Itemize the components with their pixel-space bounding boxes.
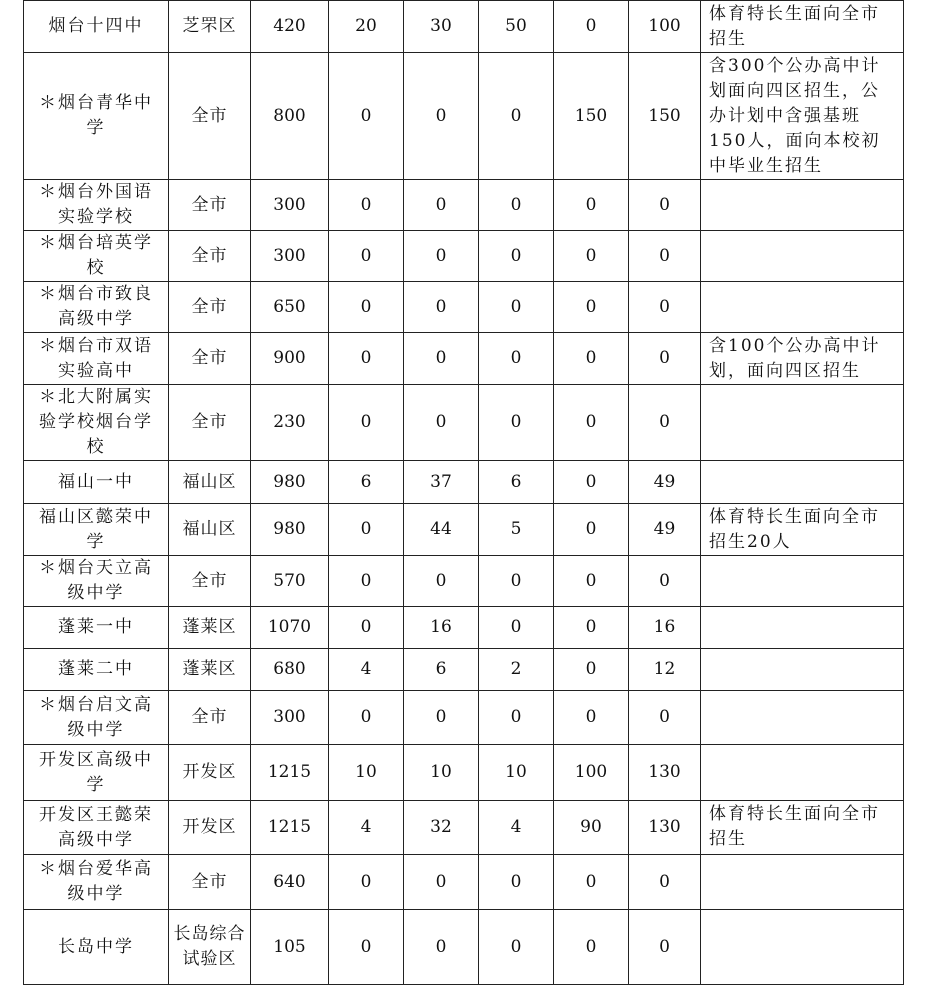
quota-cell-c: 0 — [479, 910, 554, 985]
school-name-cell: 开发区高级中学 — [24, 745, 169, 801]
quota-cell-d: 0 — [554, 910, 629, 985]
quota-total-cell: 0 — [629, 180, 701, 231]
total-plan-cell: 1215 — [251, 801, 329, 855]
quota-cell-c: 2 — [479, 649, 554, 691]
school-name-cell: 蓬莱一中 — [24, 607, 169, 649]
quota-cell-b: 0 — [404, 282, 479, 333]
quota-cell-a: 0 — [329, 607, 404, 649]
remark-cell — [701, 461, 904, 504]
total-plan-cell: 980 — [251, 504, 329, 556]
quota-cell-d: 0 — [554, 1, 629, 53]
district-cell: 全市 — [169, 855, 251, 910]
district-cell: 全市 — [169, 53, 251, 180]
quota-cell-a: 20 — [329, 1, 404, 53]
quota-total-cell: 12 — [629, 649, 701, 691]
quota-cell-c: 0 — [479, 385, 554, 461]
district-cell: 全市 — [169, 282, 251, 333]
remark-cell — [701, 180, 904, 231]
remark-cell — [701, 745, 904, 801]
quota-cell-b: 0 — [404, 691, 479, 745]
quota-cell-c: 0 — [479, 53, 554, 180]
quota-cell-a: 0 — [329, 691, 404, 745]
total-plan-cell: 105 — [251, 910, 329, 985]
table-row — [24, 231, 904, 282]
table-row — [24, 282, 904, 333]
school-name-cell: ＊烟台市致良高级中学 — [24, 282, 169, 333]
remark-cell: 体育特长生面向全市招生 — [701, 1, 904, 53]
quota-cell-a: 0 — [329, 910, 404, 985]
quota-total-cell: 130 — [629, 801, 701, 855]
school-name-cell: ＊烟台市双语实验高中 — [24, 333, 169, 385]
quota-cell-b: 0 — [404, 231, 479, 282]
table-row — [24, 691, 904, 745]
remark-cell: 体育特长生面向全市招生20人 — [701, 504, 904, 556]
quota-cell-b: 10 — [404, 745, 479, 801]
quota-total-cell: 0 — [629, 385, 701, 461]
quota-total-cell: 100 — [629, 1, 701, 53]
quota-cell-c: 0 — [479, 556, 554, 607]
quota-cell-b: 37 — [404, 461, 479, 504]
table-row — [24, 556, 904, 607]
quota-cell-c: 6 — [479, 461, 554, 504]
quota-cell-c: 0 — [479, 855, 554, 910]
quota-cell-c: 4 — [479, 801, 554, 855]
remark-cell — [701, 282, 904, 333]
quota-cell-b: 0 — [404, 910, 479, 985]
quota-cell-c: 0 — [479, 333, 554, 385]
quota-total-cell: 0 — [629, 333, 701, 385]
table-row — [24, 461, 904, 504]
district-cell: 全市 — [169, 556, 251, 607]
quota-cell-d: 0 — [554, 180, 629, 231]
quota-cell-d: 0 — [554, 649, 629, 691]
district-cell: 长岛综合试验区 — [169, 910, 251, 985]
district-cell: 蓬莱区 — [169, 607, 251, 649]
quota-cell-d: 90 — [554, 801, 629, 855]
quota-cell-b: 32 — [404, 801, 479, 855]
table-row — [24, 504, 904, 556]
school-enrollment-table — [23, 0, 904, 985]
table-row — [24, 180, 904, 231]
quota-cell-d: 0 — [554, 691, 629, 745]
quota-cell-c: 50 — [479, 1, 554, 53]
total-plan-cell: 300 — [251, 231, 329, 282]
table-row — [24, 745, 904, 801]
quota-total-cell: 0 — [629, 855, 701, 910]
remark-cell: 含100个公办高中计划，面向四区招生 — [701, 333, 904, 385]
quota-cell-b: 0 — [404, 333, 479, 385]
total-plan-cell: 900 — [251, 333, 329, 385]
quota-cell-a: 0 — [329, 282, 404, 333]
total-plan-cell: 420 — [251, 1, 329, 53]
quota-cell-d: 0 — [554, 282, 629, 333]
quota-total-cell: 150 — [629, 53, 701, 180]
quota-cell-b: 0 — [404, 53, 479, 180]
table-row — [24, 607, 904, 649]
school-name-cell: ＊烟台青华中学 — [24, 53, 169, 180]
remark-cell — [701, 855, 904, 910]
total-plan-cell: 800 — [251, 53, 329, 180]
quota-total-cell: 0 — [629, 691, 701, 745]
remark-cell — [701, 385, 904, 461]
district-cell: 全市 — [169, 385, 251, 461]
school-name-cell: 蓬莱二中 — [24, 649, 169, 691]
school-name-cell: 开发区王懿荣高级中学 — [24, 801, 169, 855]
quota-total-cell: 130 — [629, 745, 701, 801]
quota-cell-c: 0 — [479, 282, 554, 333]
quota-total-cell: 16 — [629, 607, 701, 649]
quota-cell-b: 30 — [404, 1, 479, 53]
school-name-cell: 福山区懿荣中学 — [24, 504, 169, 556]
total-plan-cell: 300 — [251, 691, 329, 745]
district-cell: 开发区 — [169, 745, 251, 801]
quota-total-cell: 0 — [629, 231, 701, 282]
quota-cell-d: 0 — [554, 333, 629, 385]
school-name-cell: ＊北大附属实验学校烟台学校 — [24, 385, 169, 461]
district-cell: 芝罘区 — [169, 1, 251, 53]
total-plan-cell: 980 — [251, 461, 329, 504]
quota-cell-d: 100 — [554, 745, 629, 801]
quota-cell-a: 10 — [329, 745, 404, 801]
quota-cell-d: 0 — [554, 231, 629, 282]
total-plan-cell: 570 — [251, 556, 329, 607]
quota-cell-d: 0 — [554, 385, 629, 461]
table-row — [24, 801, 904, 855]
remark-cell: 含300个公办高中计划面向四区招生，公办计划中含强基班150人，面向本校初中毕业生招生 — [701, 53, 904, 180]
school-name-cell: ＊烟台爱华高级中学 — [24, 855, 169, 910]
quota-cell-c: 0 — [479, 231, 554, 282]
quota-cell-a: 0 — [329, 231, 404, 282]
remark-cell — [701, 556, 904, 607]
school-name-cell: 福山一中 — [24, 461, 169, 504]
school-name-cell: ＊烟台培英学校 — [24, 231, 169, 282]
quota-cell-a: 0 — [329, 333, 404, 385]
quota-cell-a: 4 — [329, 649, 404, 691]
quota-cell-d: 0 — [554, 556, 629, 607]
quota-cell-d: 0 — [554, 607, 629, 649]
quota-cell-c: 0 — [479, 607, 554, 649]
total-plan-cell: 1070 — [251, 607, 329, 649]
quota-cell-b: 0 — [404, 556, 479, 607]
quota-cell-d: 0 — [554, 461, 629, 504]
district-cell: 蓬莱区 — [169, 649, 251, 691]
quota-cell-d: 0 — [554, 855, 629, 910]
school-name-cell: ＊烟台启文高级中学 — [24, 691, 169, 745]
quota-total-cell: 0 — [629, 556, 701, 607]
total-plan-cell: 640 — [251, 855, 329, 910]
quota-cell-c: 0 — [479, 180, 554, 231]
school-name-cell: 长岛中学 — [24, 910, 169, 985]
quota-cell-a: 0 — [329, 855, 404, 910]
total-plan-cell: 1215 — [251, 745, 329, 801]
total-plan-cell: 230 — [251, 385, 329, 461]
total-plan-cell: 680 — [251, 649, 329, 691]
district-cell: 全市 — [169, 231, 251, 282]
quota-cell-b: 0 — [404, 385, 479, 461]
quota-cell-b: 44 — [404, 504, 479, 556]
quota-total-cell: 0 — [629, 910, 701, 985]
table-row — [24, 1, 904, 53]
table-row — [24, 53, 904, 180]
quota-cell-c: 10 — [479, 745, 554, 801]
district-cell: 开发区 — [169, 801, 251, 855]
quota-cell-c: 0 — [479, 691, 554, 745]
school-name-cell: ＊烟台外国语实验学校 — [24, 180, 169, 231]
school-name-cell: ＊烟台天立高级中学 — [24, 556, 169, 607]
table-body — [24, 1, 904, 985]
table-row — [24, 910, 904, 985]
quota-cell-a: 0 — [329, 504, 404, 556]
remark-cell — [701, 607, 904, 649]
table-row — [24, 855, 904, 910]
remark-cell — [701, 691, 904, 745]
quota-cell-c: 5 — [479, 504, 554, 556]
table-row — [24, 649, 904, 691]
quota-total-cell: 0 — [629, 282, 701, 333]
quota-cell-a: 0 — [329, 180, 404, 231]
remark-cell — [701, 649, 904, 691]
quota-cell-b: 6 — [404, 649, 479, 691]
total-plan-cell: 300 — [251, 180, 329, 231]
table-row — [24, 333, 904, 385]
quota-total-cell: 49 — [629, 504, 701, 556]
district-cell: 全市 — [169, 333, 251, 385]
quota-cell-a: 0 — [329, 556, 404, 607]
quota-cell-b: 16 — [404, 607, 479, 649]
district-cell: 福山区 — [169, 504, 251, 556]
quota-cell-d: 0 — [554, 504, 629, 556]
total-plan-cell: 650 — [251, 282, 329, 333]
district-cell: 全市 — [169, 180, 251, 231]
quota-cell-a: 0 — [329, 53, 404, 180]
quota-cell-d: 150 — [554, 53, 629, 180]
district-cell: 福山区 — [169, 461, 251, 504]
quota-cell-a: 0 — [329, 385, 404, 461]
quota-cell-a: 6 — [329, 461, 404, 504]
remark-cell — [701, 231, 904, 282]
quota-cell-a: 4 — [329, 801, 404, 855]
quota-total-cell: 49 — [629, 461, 701, 504]
quota-cell-b: 0 — [404, 180, 479, 231]
school-name-cell: 烟台十四中 — [24, 1, 169, 53]
district-cell: 全市 — [169, 691, 251, 745]
remark-cell — [701, 910, 904, 985]
remark-cell: 体育特长生面向全市招生 — [701, 801, 904, 855]
table-row — [24, 385, 904, 461]
quota-cell-b: 0 — [404, 855, 479, 910]
